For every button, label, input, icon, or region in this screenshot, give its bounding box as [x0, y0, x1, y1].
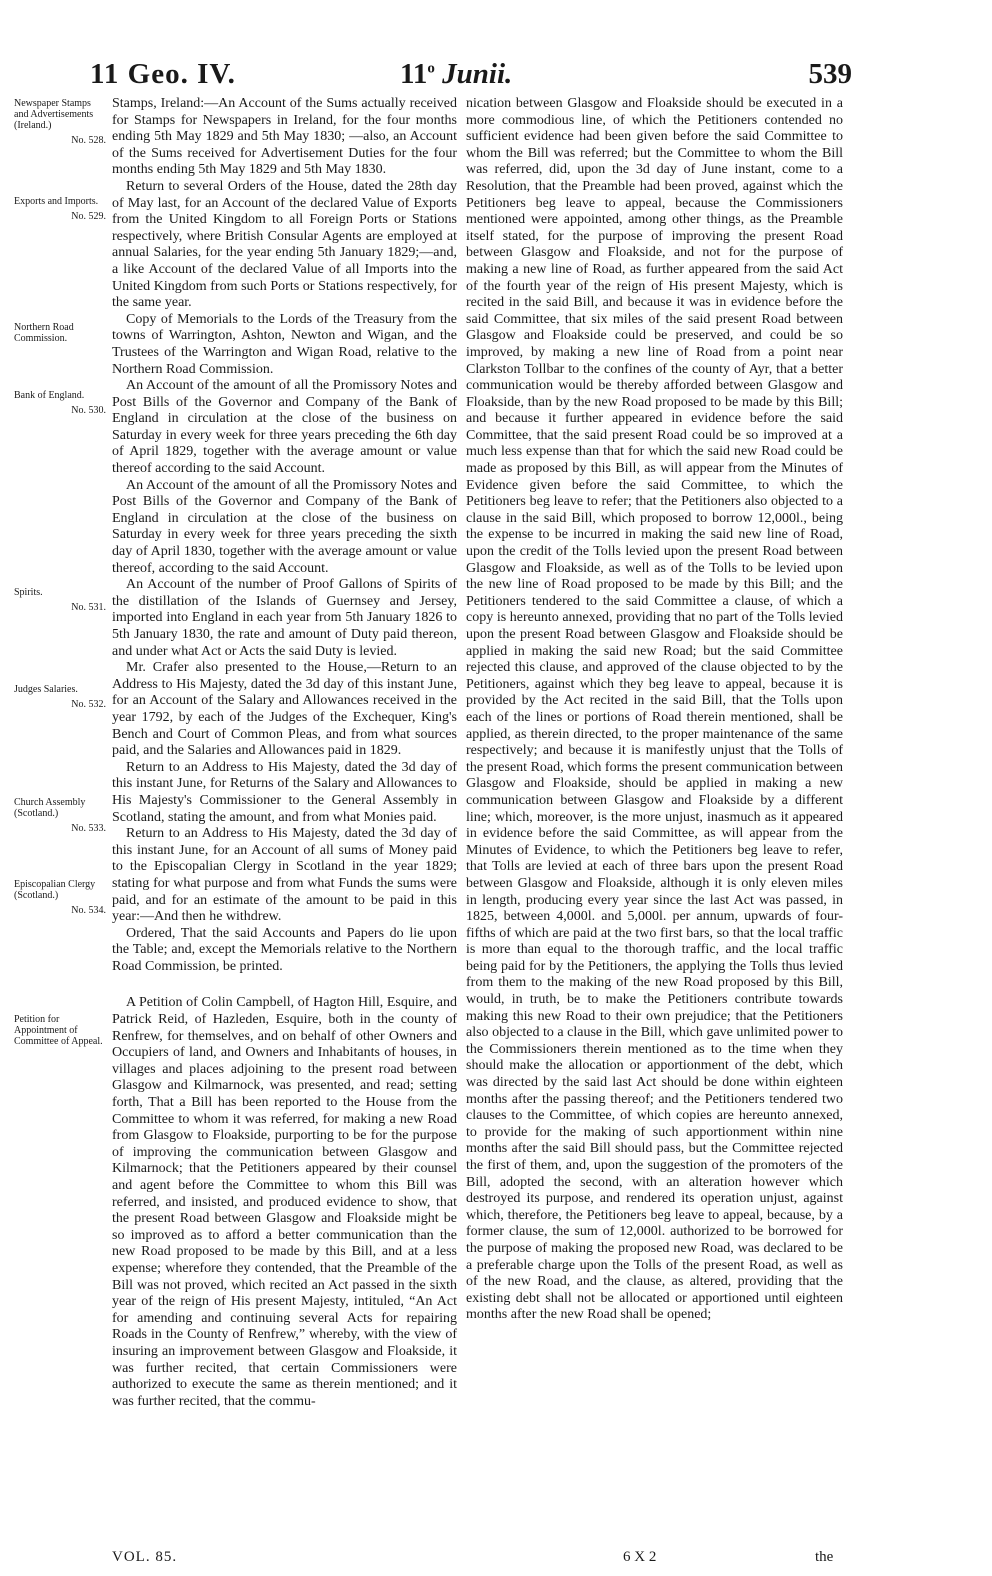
margin-note-petition-appeal — [14, 1014, 106, 1047]
paragraph: A Petition of Colin Campbell, of Hagton Hill, Esquire, and Patrick Reid, of Hazleden, Esquire, both in the county of Renfrew, for themselves, and on behalf of other Owners and Occupiers of land, and Owners and Inhabitants of houses, in villages and places adjoining to the present road between Glasgow and Kilmarnock, was presented, and read; setting forth, That a Bill has been reported to the House from the Committee to whom it was referred, for making a new Road from Glasgow to Floakside, purporting to be for the purpose of improving the communication between Glasgow and Kilmarnock; that the Petitioners appeared by their counsel and agent before the Committee to whom this Bill was referred, and insisted, and produced evidence to show, that the present Road between Glasgow and Floakside might be so improved as to afford a better communication than the new Road proposed to be made by this Bill, and at a less expense; wherefore they contended, that the Preamble of the Bill was not proved, which recited an Act passed in the sixth year of the reign of His present Majesty, intituled, “An Act for amending and continuing several Acts for repairing Roads in the County of Renfrew,” whereby, with the view of insuring an improvement between Glasgow and Floakside, it was further recited, that certain Commissioners were authorized to execute the same as therein mentioned; and it was further recited, that the commu- — [112, 995, 457, 1409]
paragraph: An Account of the number of Proof Gallons of Spirits of the distillation of the Islands of Guernsey and Jersey, imported into England in each year from 5th January 1826 to 5th January 1830, the rate and amount of Duty paid thereon, and under what Act or Acts the said Duty is levied. — [112, 577, 457, 659]
margin-note-exports — [14, 196, 106, 222]
date-month: Junii. — [442, 58, 513, 90]
margin-note-episcopalian-clergy — [14, 879, 106, 916]
margin-note-number: No. 534. — [71, 905, 106, 916]
margin-note-northern-road — [14, 322, 106, 344]
volume-label: VOL. 85. — [112, 1549, 178, 1565]
margin-note-title: Judges Salaries. — [14, 684, 78, 695]
paragraph-continued: nication between Glasgow and Floakside should be executed in a more commodious line, of which the Petitioners contended no sufficient evidence had been given before the said Committee to whom the Bill was referred; but the Committee to whom the Bill was referred, did, upon the 3d day of June instant, come to a Resolution, that the Preamble had been proved, against which the Petitioners beg leave to appeal, because the Commissioners mentioned were appointed, among other things, as the Preamble itself stated, for the purpose of improving the present Road between Glasgow and Floakside, and not for the purpose of making a new line of Road, as further appeared from the said Act of the fourth year of the reign of His present Majesty, which is recited in the said Bill, and because it was in evidence before the said Committee, that six miles of the said present Road between Glasgow and Floakside could be preserved, and could be so improved, by making a new line of Road from a point near Clarkston Tollbar to the confines of the county of Ayr, that a better communication would be thereby afforded between Glasgow and Floakside, than by the new Road proposed to be made by this Bill; and because it further appeared in evidence before the said Committee, that the said present Road could be so improved at a much less expense than that for which the said new Road could be made as proposed by this Bill, as will appear from the Minutes of Evidence given before the said Committee, to which the Petitioners beg leave to refer; that the Petitioners also objected to a clause in the said Bill, which proposed to borrow 12,000l., being the expense to be incurred in making the said new line of Road, upon the credit of the Tolls levied upon the present Road between Glasgow and Floakside, as well as of the Tolls to be levied upon the new line of Road proposed to be made by this Bill; and the Petitioners tendered to the said Committee a clause, of which a copy is hereunto annexed, providing that no part of the Tolls levied upon the present Road between Glasgow and Floakside should be applied in making the said new Road; but the said Committee rejected this clause, and approved of the clause objected to by the Petitioners, against which they beg leave to appeal, because it is provided by the Act recited in the said Bill, that the Tolls upon each of the lines or portions of Road therein mentioned, shall be applied, as therein directed, to the proper maintenance of the same respectively; and because it is manifestly unjust that the Tolls of the present Road, which forms the present communication between Glasgow and Floakside, should be applied in making a new communication between Glasgow and Floakside by a different line; which, moreover, is the more unjust, inasmuch as it appeared in evidence before the said Committee, as will appear from the Minutes of Evidence, to which the Petitioners beg leave to refer, that Tolls are levied at each of three bars upon the present Road between Glasgow and Floakside, although it is only eleven miles in length, producing every year since the last Act was passed, in 1825, between 4,000l. and 5,000l. per annum, upwards of four-fifths of which are paid at the two first bars, so that the local traffic is more than equal to the thorough traffic, and the local traffic being paid for by the Petitioners, the applying the Tolls thus levied from them to the making of the new Road proposed by this Bill, would, in truth, be to make the Petitioners contribute towards making this new Road to their own prejudice; that the Petitioners also objected to a clause in the Bill, which gave unlimited power to the Commissioners therein mentioned as to the time when they should make the allocation or apportionment of the debt, which was directed by the said last Act should be done within eighteen months after the passing thereof; and the Petitioners tendered two clauses to the Committee, of which copies are hereunto annexed, to provide for the making of such apportionment within nine months after the said Bill should pass, but the Committee rejected the first of them, and, upon the suggestion of the promoters of the Bill, adopted the second, with an alteration however which destroyed its purpose, and rendered its operation unjust, against which, therefore, the Petitioners beg leave to appeal, because, by a former clause, the sum of 12,000l. authorized to be borrowed for the purpose of making the proposed new Road, was declared to be a preferable charge upon the Tolls of the present Road, as well as of the new Road, and the clause, as altered, providing that the existing debt shall not be allocated or apportioned until eighteen months after the new Road shall be opened; — [466, 96, 843, 1323]
margin-note-spirits — [14, 587, 106, 613]
margin-note-number: No. 529. — [71, 211, 106, 222]
margin-note-title: Episcopalian Clergy (Scotland.) — [14, 879, 96, 901]
date-day: 11 — [400, 58, 428, 90]
running-head-left: 11 Geo. IV. — [90, 58, 236, 90]
margin-note-number: No. 528. — [71, 135, 106, 146]
catchword: the — [815, 1549, 834, 1565]
page-number: 539 — [808, 58, 852, 90]
paragraph: An Account of the amount of all the Promissory Notes and Post Bills of the Governor and Company of the Bank of England in circulation at the close of the business on Saturday in every week for three years preceding the 6th day of April 1829, together with the average amount or value thereof according to the said Account. — [112, 378, 457, 477]
running-head-date — [400, 58, 512, 91]
margin-note-bank-of-england — [14, 390, 106, 416]
margin-note-title: Northern Road Commission. — [14, 322, 74, 344]
paragraph: Return to several Orders of the House, dated the 28th day of May last, for an Account of the declared Value of Exports from the United Kingdom to all Foreign Ports or Stations respectively, where British Consular Agents are employed at annual Salaries, for the year ending 5th January 1829;—and, a like Account of the declared Value of all Imports into the United Kingdom from such Ports or Stations respectively, for the same year. — [112, 178, 457, 311]
margin-note-church-assembly — [14, 797, 106, 834]
margin-note-number: No. 530. — [71, 405, 106, 416]
left-column — [112, 96, 457, 1410]
page-header — [0, 58, 992, 98]
signature-mark: 6 X 2 — [623, 1549, 657, 1565]
margin-note-judges-salaries — [14, 684, 106, 710]
paragraph: Ordered, That the said Accounts and Papers do lie upon the Table; and, except the Memorials relative to the Northern Road Commission, be printed. — [112, 925, 457, 974]
paragraph: Return to an Address to His Majesty, dated the 3d day of this instant June, for Returns of the Salary and Allowances to His Majesty's Commissioner to the General Assembly in Scotland, stating the amount, and from what Monies paid. — [112, 759, 457, 825]
margin-note-number: No. 532. — [71, 699, 106, 710]
right-column — [466, 96, 843, 1324]
margin-note-number: No. 531. — [71, 602, 106, 613]
margin-note-title: Bank of England. — [14, 390, 85, 401]
paragraph-gap — [112, 975, 457, 995]
paragraph: Copy of Memorials to the Lords of the Treasury from the towns of Warrington, Ashton, Newton and Wigan, and the Trustees of the Warrington and Wigan Road, relative to the Northern Road Commission. — [112, 311, 457, 377]
margin-note-title: Spirits. — [14, 587, 43, 598]
margin-note-title: Newspaper Stamps and Advertisements (Ireland.) — [14, 98, 94, 131]
paragraph: Mr. Crafer also presented to the House,—Return to an Address to His Majesty, dated the 3d day of this instant June, for an Account of the Salary and Allowances received in the year 1792, by each of the Judges of the Exchequer, King's Bench and Court of Common Pleas, and from what sources paid, and the Salaries and Allowances paid in 1829. — [112, 660, 457, 759]
margin-note-title: Petition for Appointment of Committee of Appeal. — [14, 1014, 103, 1047]
date-sup: o — [427, 60, 435, 77]
paragraph: An Account of the amount of all the Promissory Notes and Post Bills of the Governor and Company of the Bank of England in circulation at the close of the business on Saturday in every week for three years preceding the sixth day of April 1830, together with the average amount or value thereof, according to the said Account. — [112, 477, 457, 576]
paragraph: Stamps, Ireland:—An Account of the Sums actually received for Stamps for Newspapers in Ireland, for the four months ending 5th May 1829 and 5th May 1830; —also, an Account of the Sums received for Advertisement Duties for the four months ending 5th May 1829 and 5th May 1830. — [112, 96, 457, 178]
margin-note-number: No. 533. — [71, 823, 106, 834]
paragraph: Return to an Address to His Majesty, dated the 3d day of this instant June, for an Account of all sums of Money paid to the Episcopalian Clergy in Scotland in the year 1829; stating for what purpose and from what Funds the sums were paid, and for an estimate of the amount to be paid in this year:—And then he withdrew. — [112, 826, 457, 925]
margin-note-title: Church Assembly (Scotland.) — [14, 797, 86, 819]
margin-note-title: Exports and Imports. — [14, 196, 99, 207]
margin-note-newspaper-stamps — [14, 98, 106, 146]
